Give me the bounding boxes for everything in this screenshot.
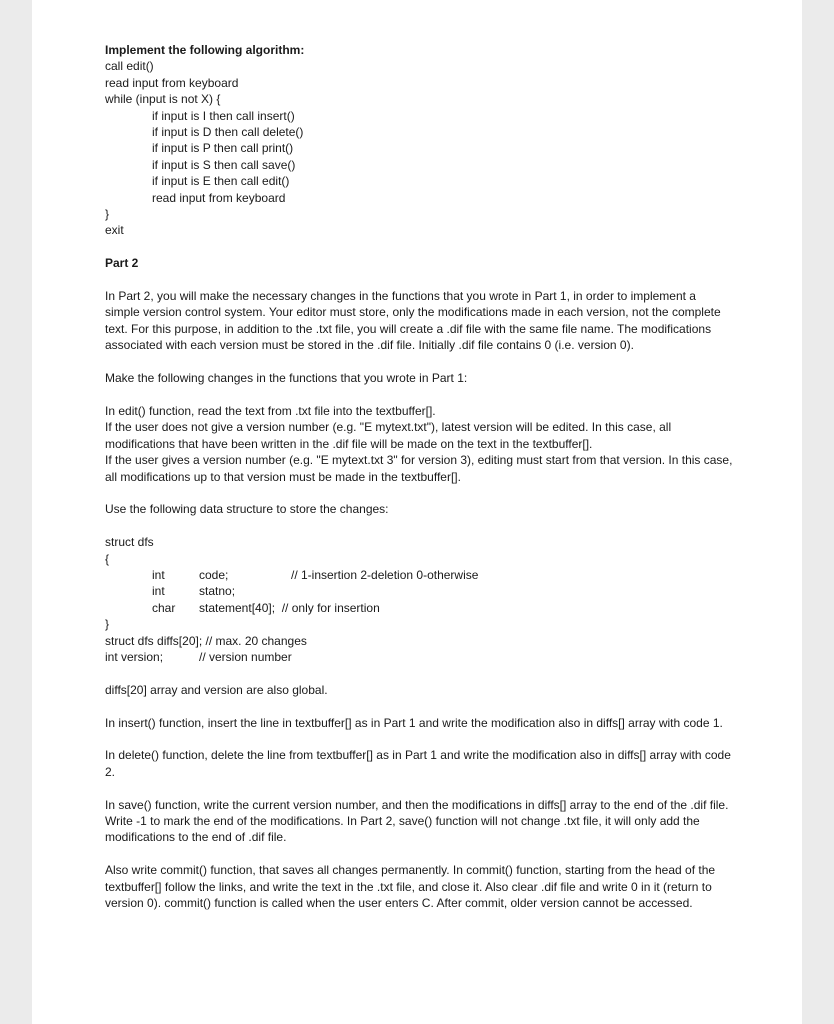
algorithm-line: read input from keyboard xyxy=(105,75,239,90)
field-type: int xyxy=(152,584,165,599)
commit-paragraph: Also write commit() function, that saves all changes permanently. In commit() function, starting from the head of the textbuffer[] follow the links, and write the text in the .txt file, and close it. Also clear .dif file and write 0 in it (return to version 0). commit() function is called when the user enters C. After commit, older version cannot be accessed. xyxy=(105,863,716,910)
part2-heading: Part 2 xyxy=(105,256,139,271)
document-page xyxy=(32,0,802,1024)
edit-instruction-line: If the user gives a version number (e.g. "E mytext.txt 3" for version 3), editing must start from that version. In this case, all modifications up to that version must be made in the textbuffer[]. xyxy=(105,453,733,484)
algorithm-exit: exit xyxy=(105,223,124,238)
document-content xyxy=(105,42,733,911)
algorithm-loop-line: read input from keyboard xyxy=(152,190,286,205)
algorithm-line: call edit() xyxy=(105,59,154,74)
algorithm-loop-line: if input is I then call insert() xyxy=(152,108,295,123)
struct-declaration: struct dfs xyxy=(105,535,154,550)
save-paragraph: In save() function, write the current version number, and then the modifications in diffs[] array to the end of the .dif file. Write -1 to mark the end of the modifications. In Part 2, save() function will not change .txt file, it will only add the modifications to the end of .dif file. xyxy=(105,797,729,845)
algorithm-close-brace: } xyxy=(105,207,110,222)
delete-paragraph: In delete() function, delete the line from textbuffer[] as in Part 1 and write the modification also in diffs[] array with code 2. xyxy=(105,748,731,779)
struct-field xyxy=(105,567,733,583)
field-comment: // 1-insertion 2-deletion 0-otherwise xyxy=(291,567,479,582)
struct-field xyxy=(105,583,733,599)
field-type: int xyxy=(152,567,165,582)
algorithm-loop-line: if input is S then call save() xyxy=(152,157,296,172)
struct-intro: Use the following data structure to store the changes: xyxy=(105,502,389,517)
field-comment xyxy=(275,600,380,616)
part2-changes-intro: Make the following changes in the functions that you wrote in Part 1: xyxy=(105,371,468,386)
algorithm-loop-line: if input is P then call print() xyxy=(152,141,294,156)
struct-close-brace: } xyxy=(105,617,110,632)
edit-instruction-line: If the user does not give a version number (e.g. "E mytext.txt"), latest version will be edited. In this case, all modifications that have been written in the .dif file will be made on the text in the textbuffer[]. xyxy=(105,420,672,451)
global-note: diffs[20] array and version are also global. xyxy=(105,682,328,697)
field-type: char xyxy=(152,600,176,615)
struct-open-brace: { xyxy=(105,551,110,566)
struct-field xyxy=(105,600,733,616)
field-name: statement[40]; xyxy=(199,600,276,615)
edit-instruction-line: In edit() function, read the text from .txt file into the textbuffer[]. xyxy=(105,403,436,418)
insert-paragraph: In insert() function, insert the line in textbuffer[] as in Part 1 and write the modification also in diffs[] array with code 1. xyxy=(105,715,723,730)
algorithm-loop-line: if input is D then call delete() xyxy=(152,125,304,140)
algorithm-loop-line: if input is E then call edit() xyxy=(152,174,290,189)
version-declaration: int version; xyxy=(105,649,164,664)
version-declaration-row xyxy=(105,649,733,665)
algorithm-heading: Implement the following algorithm: xyxy=(105,43,305,57)
field-name: code; xyxy=(199,567,229,582)
part2-intro-paragraph: In Part 2, you will make the necessary changes in the functions that you wrote in Part 1, in order to implement a simple version control system. Your editor must store, only the modifications made in each version, not the complete text. For this purpose, in addition to the .txt file, you will create a .dif file with the same file name. The modifications associated with each version must be stored in the .dif file. Initially .dif file contains 0 (i.e. version 0). xyxy=(105,289,721,353)
version-comment: // version number xyxy=(199,649,292,664)
algorithm-line: while (input is not X) { xyxy=(105,92,221,107)
field-name: statno; xyxy=(199,584,236,599)
diffs-declaration: struct dfs diffs[20]; // max. 20 changes xyxy=(105,633,307,648)
field-comment-text: // only for insertion xyxy=(281,600,380,615)
